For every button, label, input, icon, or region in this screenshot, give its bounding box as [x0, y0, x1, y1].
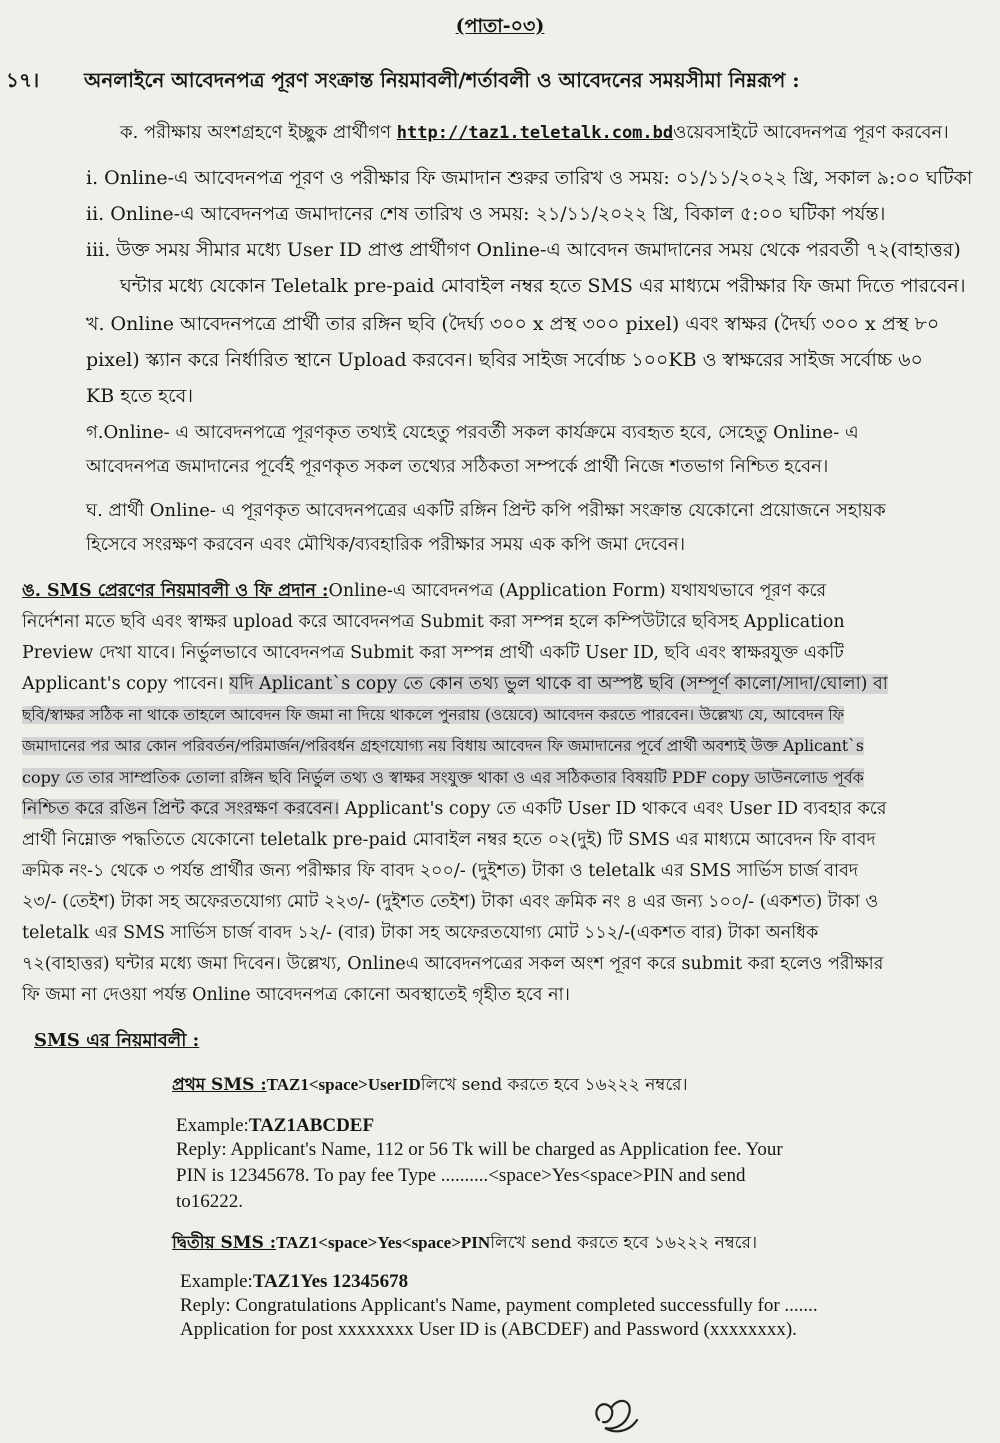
item-ii: ii. Online-এ আবেদনপত্র জমাদানের শেষ তারিখ ও সময়: ২১/১১/২০২২ খ্রি, বিকাল ৫:০০ ঘটিকা পর্যন্ত। — [86, 203, 886, 225]
first-sms-code: TAZ1<space>UserID — [266, 1075, 421, 1094]
highlight-line-1: যদি Aplicant`s copy তে কোন তথ্য ভুল থাকে বা অস্পষ্ট ছবি (সম্পূর্ণ কালো/সাদা/ঘোলা) বা — [229, 674, 888, 694]
section-title: অনলাইনে আবেদনপত্র পূরণ সংক্রান্ত নিয়মাবলী/শর্তাবলী ও আবেদনের সময়সীমা নিম্নরূপ : — [84, 68, 800, 92]
uma-heading: ঙ. SMS প্রেরণের নিয়মাবলী ও ফি প্রদান : — [22, 581, 329, 601]
paragraph-gha-line1: ঘ. প্রার্থী Online- এ পূরণকৃত আবেদনপত্রের একটি রঙ্গিন প্রিন্ট কপি পরীক্ষা সংক্রান্ত যেকোনো প্রয়োজনে সহায়ক — [86, 500, 886, 521]
signature-initial-icon — [585, 1390, 645, 1440]
paragraph-kha-line3: KB হতে হবে। — [86, 385, 194, 407]
highlight-line-3: জমাদানের পর আর কোন পরিবর্তন/পরিমার্জন/পরিবর্ধন গ্রহণযোগ্য নয় বিধায় আবেদন ফি জমাদানের পূর্বে প্রার্থী অবশ্যই উক্ত Aplicant`s — [22, 737, 864, 755]
paragraph-ga-line1: গ.Online- এ আবেদনপত্রে পূরণকৃত তথ্যই যেহেতু পরবর্তী সকল কার্যক্রমে ব্যবহৃত হবে, সেহেতু Online- এ — [86, 422, 859, 443]
item-iii: iii. উক্ত সময় সীমার মধ্যে User ID প্রাপ্ত প্রার্থীগণ Online-এ আবেদন জমাদানের সময় থেকে পরবর্তী ৭২(বাহাত্তর) — [86, 239, 961, 261]
first-sms-example: Example:TAZ1ABCDEF — [176, 1115, 375, 1136]
paragraph-gha-line2: হিসেবে সংরক্ষণ করবেন এবং মৌখিক/ব্যবহারিক পরীক্ষার সময় এক কপি জমা দেবেন। — [86, 534, 686, 555]
second-sms-code: TAZ1<space>Yes<space>PIN — [276, 1233, 491, 1252]
item-iii-continued: ঘন্টার মধ্যে যেকোন Teletalk pre-paid মোবাইল নম্বর হতে SMS এর মাধ্যমে পরীক্ষার ফি জমা দিতে পারবেন। — [120, 275, 966, 297]
first-sms-reply-line1: Reply: Applicant's Name, 112 or 56 Tk will be charged as Application fee. Your — [176, 1139, 783, 1160]
first-sms-label: প্রথম SMS : — [172, 1075, 267, 1095]
highlight-line-5: নিশ্চিত করে রঙিন প্রিন্ট করে সংরক্ষণ করবেন। — [22, 799, 340, 819]
highlight-line-4: copy তে তার সাম্প্রতিক তোলা রঙ্গিন ছবি নির্ভুল তথ্য ও স্বাক্ষর সংযুক্ত থাকা ও এর সঠিকতার বিষয়টি PDF copy ডাউনলোড পূর্বক — [22, 768, 864, 787]
page-number: (পাতা-০৩) — [455, 15, 545, 37]
paragraph-kha-line1: খ. Online আবেদনপত্রে প্রার্থী তার রঙ্গিন ছবি (দৈর্ঘ্য ৩০০ x প্রস্থ ৩০০ pixel) এবং স্বাক্ষর (দৈর্ঘ্য ৩০০ x প্রস্থ ৮০ — [86, 313, 940, 335]
paragraph-ga-line2: আবেদনপত্র জমাদানের পূর্বেই পূরণকৃত সকল তথ্যের সঠিকতা সম্পর্কে প্রার্থী নিজে শতভাগ নিশ্চিত হবেন। — [86, 456, 829, 477]
sms-rules-heading: SMS এর নিয়মাবলী : — [34, 1030, 200, 1051]
first-sms-reply-line3: to16222. — [176, 1191, 244, 1212]
second-sms-reply-line1: Reply: Congratulations Applicant's Name, payment completed successfully for ....... — [180, 1295, 818, 1316]
paragraph-uma: ঙ. SMS প্রেরণের নিয়মাবলী ও ফি প্রদান :Online-এ আবেদনপত্র (Application Form) যথাযথভাবে পূরণ করে নির্দেশনা মতে ছবি এবং স্বাক্ষর upload করে আবেদনপত্র Submit করা সম্পন্ন হলে কম্পিউটারে ছবিসহ Application Preview দেখা যাবে। নির্ভুলভাবে আবেদনপত্র Submit করা সম্পন্ন প্রার্থী একটি User ID, ছবি এবং স্বাক্ষরযুক্ত একটি Applicant's copy পাবেন। যদি Aplicant`s copy তে কোন তথ্য ভুল থাকে বা অস্পষ্ট ছবি (সম্পূর্ণ কালো/সাদা/ঘোলা) বা ছবি/স্বাক্ষর সঠিক না থাকে তাহলে আবেদন ফি জমা না দিয়ে থাকলে পুনরায় (ওয়েবে) আবেদন করতে পারবেন। উল্লেখ্য যে, আবেদন ফি জমাদানের পর আর কোন পরিবর্তন/পরিমার্জন/পরিবর্ধন গ্রহণযোগ্য নয় বিধায় আবেদন ফি জমাদানের পূর্বে প্রার্থী অবশ্যই উক্ত Aplicant`s copy তে তার সাম্প্রতিক তোলা রঙ্গিন ছবি নির্ভুল তথ্য ও স্বাক্ষর সংযুক্ত থাকা ও এর সঠিকতার বিষয়টি PDF copy ডাউনলোড পূর্বক নিশ্চিত করে রঙিন প্রিন্ট করে সংরক্ষণ করবেন। Applicant's copy তে একটি User ID থাকবে এবং User ID ব্যবহার করে প্রার্থী নিম্নোক্ত পদ্ধতিতে যেকোনো teletalk pre-paid মোবাইল নম্বর হতে ০২(দুই) টি SMS এর মাধ্যমে আবেদন ফি বাবদ ক্রমিক নং-১ থেকে ৩ পর্যন্ত প্রার্থীর জন্য পরীক্ষার ফি বাবদ ২০০/- (দুইশত) টাকা ও teletalk এর SMS সার্ভিস চার্জ বাবদ ২৩/- (তেইশ) টাকা সহ অফেরতযোগ্য মোট ২২৩/- (দুইশত তেইশ) টাকা এবং ক্রমিক নং ৪ এর জন্য ১০০/- (একশত) টাকা ও teletalk এর SMS সার্ভিস চার্জ বাবদ ১২/- (বার) টাকা সহ অফেরতযোগ্য মোট ১১২/-(একশত বার) টাকা অনধিক ৭২(বাহাত্তর) ঘন্টার মধ্যে জমা দিবেন। উল্লেখ্য, Onlineএ আবেদনপত্রের সকল অংশ পূরণ করে submit করা হলেও পরীক্ষার ফি জমা না দেওয়া পর্যন্ত Online আবেদনপত্র কোনো অবস্থাতেই গৃহীত হবে না। — [22, 581, 888, 1005]
section-number: ১৭। — [6, 68, 40, 92]
second-sms-reply-line2: Application for post xxxxxxxx User ID is (ABCDEF) and Password (xxxxxxxx). — [180, 1319, 797, 1340]
paragraph-kha-line2: pixel) স্ক্যান করে নির্ধারিত স্থানে Upload করবেন। ছবির সাইজ সর্বোচ্চ ১০০KB ও স্বাক্ষরের সাইজ সর্বোচ্চ ৬০ — [86, 349, 923, 371]
second-sms-instruction: দ্বিতীয় SMS :TAZ1<space>Yes<space>PINলিখে send করতে হবে ১৬২২২ নম্বরে। — [172, 1233, 758, 1253]
highlight-line-2: ছবি/স্বাক্ষর সঠিক না থাকে তাহলে আবেদন ফি জমা না দিয়ে থাকলে পুনরায় (ওয়েবে) আবেদন করতে পারবেন। উল্লেখ্য যে, আবেদন ফি — [22, 706, 845, 724]
first-sms-reply-line2: PIN is 12345678. To pay fee Type ..........<space>Yes<space>PIN and send — [176, 1165, 746, 1186]
item-i: i. Online-এ আবেদনপত্র পূরণ ও পরীক্ষার ফি জমাদান শুরুর তারিখ ও সময়: ০১/১১/২০২২ খ্রি, সকাল ৯:০০ ঘটিকা — [86, 167, 973, 189]
paragraph-ka: ক. পরীক্ষায় অংশগ্রহণে ইচ্ছুক প্রার্থীগণ http://taz1.teletalk.com.bdওয়েবসাইটে আবেদনপত্র পূরণ করবেন। — [120, 122, 949, 143]
teletalk-link[interactable]: http://taz1.teletalk.com.bd — [396, 123, 674, 143]
second-sms-label: দ্বিতীয় SMS : — [172, 1233, 277, 1253]
first-sms-instruction: প্রথম SMS :TAZ1<space>UserIDলিখে send করতে হবে ১৬২২২ নম্বরে। — [172, 1075, 688, 1095]
second-sms-example: Example:TAZ1Yes 12345678 — [180, 1271, 409, 1292]
